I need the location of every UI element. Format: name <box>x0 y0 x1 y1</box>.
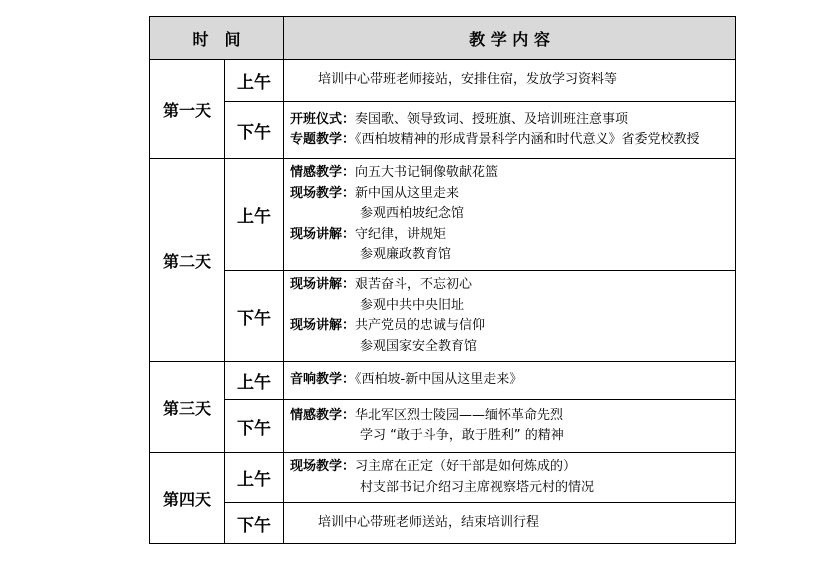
table-row <box>150 453 736 503</box>
content-text: 共产党员的忠诚与信仰 <box>355 318 486 333</box>
content-label: 情感教学： <box>290 165 356 181</box>
content-line: 村支部书记介绍习主席视察塔元村的情况 <box>360 479 595 495</box>
day-1-label: 第一天 <box>150 60 225 159</box>
content-line: 培训中心带班老师接站，安排住宿，发放学习资料等 <box>318 72 618 88</box>
content-line <box>290 275 735 296</box>
content-label: 现场教学： <box>290 459 356 474</box>
content-text: 奏国歌、领导致词、授班旗、及培训班注意事项 <box>355 111 629 127</box>
header-content: 教 学 内 容 <box>284 17 736 60</box>
content-text: 《西柏坡精神的形成背景科学内涵和时代意义》省委党校教授 <box>355 132 700 147</box>
content-text: 《西柏坡-新中国从这里走来》 <box>355 372 523 388</box>
content-label: 现场教学： <box>290 185 356 201</box>
content-text: 华北军区烈士陵园——缅怀革命先烈 <box>355 407 564 423</box>
content-line <box>290 110 735 131</box>
content-line: 参观国家安全教育馆 <box>360 338 478 354</box>
day-2-label: 第二天 <box>150 159 225 362</box>
content-line <box>290 316 735 337</box>
table-row <box>150 400 736 453</box>
content-text: 习主席在正定（好干部是如何炼成的） <box>355 459 577 474</box>
table-row <box>150 102 736 159</box>
content-line <box>290 457 735 478</box>
session-content <box>284 60 736 102</box>
day-4-label: 第四天 <box>150 453 225 544</box>
session-content <box>284 271 736 362</box>
content-label: 情感教学： <box>290 407 356 423</box>
content-text: 向五大书记铜像敬献花篮 <box>355 165 499 181</box>
period-label: 上午 <box>225 60 284 102</box>
content-line <box>290 163 735 184</box>
header-row <box>150 17 736 60</box>
period-label: 下午 <box>225 271 284 362</box>
content-label: 音响教学： <box>290 372 356 388</box>
period-label: 上午 <box>225 362 284 400</box>
content-label: 现场讲解： <box>290 226 356 242</box>
session-content <box>284 159 736 271</box>
content-label: 现场讲解： <box>290 277 356 292</box>
content-line <box>290 130 735 151</box>
content-line <box>290 406 735 427</box>
session-content <box>284 400 736 453</box>
period-label: 上午 <box>225 453 284 503</box>
period-label: 下午 <box>225 400 284 453</box>
session-content <box>284 453 736 503</box>
table-row <box>150 503 736 544</box>
session-content <box>284 102 736 159</box>
period-label: 下午 <box>225 503 284 544</box>
schedule-table <box>149 16 736 544</box>
session-content <box>284 362 736 400</box>
content-text: 艰苦奋斗，不忘初心 <box>355 277 473 292</box>
content-line <box>290 370 735 391</box>
content-label: 现场讲解： <box>290 318 356 333</box>
header-time: 时 间 <box>150 17 284 60</box>
table-row <box>150 271 736 362</box>
content-line <box>290 225 735 246</box>
table-row <box>150 362 736 400</box>
content-line: 培训中心带班老师送站，结束培训行程 <box>318 514 540 530</box>
content-line: 参观西柏坡纪念馆 <box>360 206 465 222</box>
content-text: 新中国从这里走来 <box>355 185 460 201</box>
content-label: 专题教学： <box>290 132 356 147</box>
period-label: 上午 <box>225 159 284 271</box>
session-content <box>284 503 736 544</box>
day-3-label: 第三天 <box>150 362 225 453</box>
content-line: 参观中共中央旧址 <box>360 297 465 313</box>
table-row <box>150 60 736 102</box>
content-label: 开班仪式： <box>290 111 356 127</box>
content-line: 参观廉政教育馆 <box>360 247 452 263</box>
content-text: 守纪律，讲规矩 <box>355 226 447 242</box>
content-line <box>290 184 735 205</box>
content-line: 学习 “敢于斗争，敢于胜利” 的精神 <box>360 428 564 443</box>
period-label: 下午 <box>225 102 284 159</box>
table-row <box>150 159 736 271</box>
